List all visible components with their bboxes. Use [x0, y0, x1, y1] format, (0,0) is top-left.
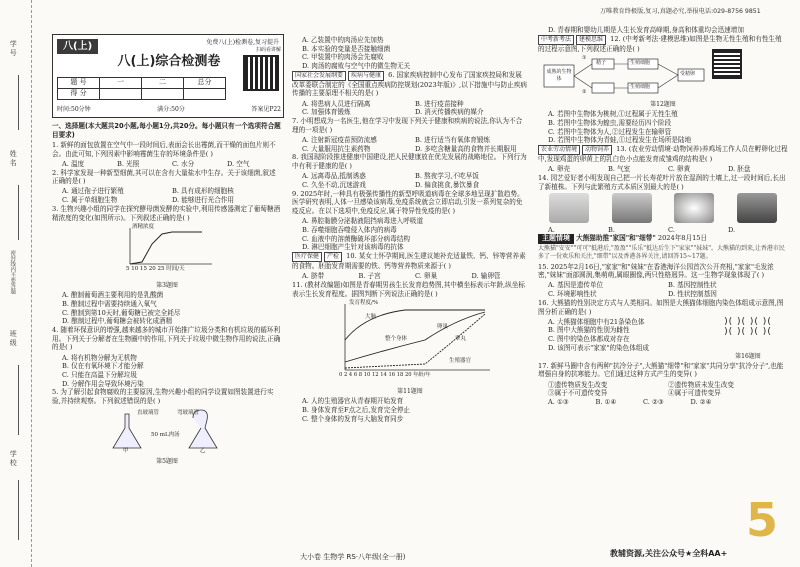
question-7: 7. 小明想成为一名医生,他在学习中发现下列关于健康和疾病的说法,你认为不合理的一项是( ) [292, 117, 523, 134]
theme-date: 2024年8月15日 [657, 234, 708, 243]
section-heading: 一、选择题(本大题共20小题,每小题1分,共20分。每小题只有一个选项符合题目要求) [52, 122, 281, 139]
gutter-id-label: 学号 [9, 40, 18, 58]
figure-12-label: 生殖细胞 [630, 84, 651, 91]
option[interactable]: D. 酿制过程中,葡萄糖会被转化成酒精 [62, 317, 173, 326]
exam-meta [57, 106, 281, 114]
score-cell: 题 号 [58, 78, 100, 89]
question-8-options [292, 172, 528, 189]
option[interactable]: A. 将有机物分解为无机物 [62, 353, 137, 362]
option[interactable]: D. 胚盘 [728, 165, 751, 174]
option[interactable]: A. [548, 225, 555, 234]
option[interactable]: A. 鼻腔黏膜分泌黏液阻挡病毒进入呼吸道 [302, 217, 424, 226]
option[interactable]: C. 环境影响性状 [548, 290, 597, 299]
theme-text: 大熊猫"安安""可可"抵港后,"盈盈""乐乐"抵达后生下"家家""妹妹"。大熊猫的到来,让香港市民多了一份欢乐和关注,"细带"以及香港各界关注,请回答15~17题。 [538, 245, 785, 261]
question-13-options [538, 165, 788, 174]
figure-11-caption: 第11题图 [397, 388, 423, 396]
figure-11-label: 生殖器官 [449, 358, 472, 365]
option[interactable]: B. 吞噬细胞吞噬侵入体内的病毒 [302, 225, 397, 234]
figure-12-label: 成熟的生物体 [546, 69, 572, 82]
question-3: 3. 生物兴趣小组的同学在探究酵母菌发酵的实验中,利用传感器测定了葡萄糖酒精浓度的变化(如图所示)。下列叙述正确的是( ) [52, 204, 281, 222]
option[interactable]: A. 远离毒品,抵制诱惑 [302, 172, 366, 181]
option[interactable]: D. 消灭传播疾病的媒介 [415, 108, 484, 117]
option[interactable]: A. 温度 [62, 159, 85, 168]
option[interactable]: D. 空气 [227, 159, 250, 168]
option[interactable]: C. 加强体育锻炼 [302, 108, 351, 117]
figure-5-label: 50 mL肉汤 [151, 431, 180, 438]
column-1 [52, 122, 282, 567]
option[interactable]: A. ①③ [548, 397, 569, 406]
figure-12-label: 受精卵 [680, 71, 696, 78]
score-cell[interactable] [184, 89, 226, 100]
figure-3 [112, 224, 222, 280]
plant-image-a [549, 193, 589, 223]
score-cell: 一 [100, 78, 142, 89]
option[interactable]: B. 酿制过程中需要持续通入氧气 [62, 299, 157, 308]
option[interactable]: C. 卵黄 [668, 165, 691, 174]
question-4: 4. 随着环保意识的增强,越来越多的城市开始推广垃圾分类和有机垃圾的循环利用。下列关于分解者在生物圈中的作用,下列关于垃圾中微生物作用的说法,正确的是( ) [52, 325, 281, 352]
option[interactable]: A. 若图中生物体为桃树,①过程属于无性生殖 [548, 110, 678, 119]
figure-12 [542, 55, 742, 99]
option[interactable]: B. 基因控制性状 [668, 281, 717, 290]
option[interactable]: A. 乙装置中的肉汤应先加热 [302, 36, 384, 44]
option[interactable]: C. 若图中生物体为人,②过程发生在输卵管 [548, 127, 672, 136]
option[interactable]: D. 多吃含糖量高的食物并长期服用 [415, 144, 517, 153]
page-footer: 大小卷 生物学 RS·八年级(全一册) [300, 553, 406, 561]
option[interactable]: B. 身体发育至F点之后,发育完全停止 [302, 405, 411, 414]
option[interactable]: D. 分解作用会导致环境污染 [62, 379, 144, 388]
option[interactable]: A. 卵壳 [548, 165, 571, 174]
option[interactable]: B. 进行疫苗接种 [415, 99, 464, 108]
figure-11-label: 整个身体 [385, 336, 408, 343]
gutter-school-label: 学校 [9, 450, 18, 468]
option[interactable]: A. 注射新冠疫苗预防流感 [302, 135, 377, 144]
gutter-note: 密封线内不要答题 [9, 250, 16, 294]
top-note: 免费八(上)检测卷,复习提升 [206, 39, 279, 46]
statement: ④属于可遗传变异 [668, 389, 721, 398]
publisher-header: 万唯教育终极版,复习,真题必究,举报电话:029-8756 9851 [600, 8, 761, 15]
time-limit: 时间:50分钟 [57, 106, 91, 114]
question-6-options [292, 100, 528, 117]
option[interactable]: B. 子宫 [358, 272, 381, 281]
option[interactable]: C. 卵巢 [415, 272, 438, 281]
question-17: 17. 新鲜马圈中含有两种"抗冷分子",大熊猫"细带"和"家家"共同分享"抗冷分子",也能增强自身的抗寒能力。它们通过这种方式产生的变异( ) [538, 361, 784, 379]
theme-title: 大熊猫助推"家国"和"细带" [576, 234, 656, 243]
statement: ②遗传物质未发生改变 [668, 380, 734, 389]
figure-12-label: ② [582, 89, 587, 96]
option[interactable]: C. 水分 [172, 159, 195, 168]
karyotype-icon: )( )( )( )( )( )( )( )( [724, 316, 772, 337]
question-17-statements [538, 381, 788, 398]
question-15: 15. 2025年2月16日,"家家"和"妹妹"在香港海洋公园首次公开亮相,"家家"毛发浓密,"妹妹"面部圆润,集萌萌,属眼圈像,两只性格迥异。这一生物学现象体现了( ) [538, 262, 774, 280]
option[interactable]: C. 只能在高温下分解垃圾 [62, 370, 137, 379]
qr-caption: 扫码看讲解 [255, 47, 281, 53]
option[interactable]: B. 图中大熊猫的性别为雌性 [548, 326, 630, 335]
flask-apparatus-icon [97, 408, 237, 454]
option[interactable]: B. 熬夜学习,不吃早饭 [415, 172, 479, 181]
question-16: 16. 大熊猫的性别决定方式与人类相同。如图是大熊猫体细胞内染色体组成示意图,图图分析正确的是( ) [538, 298, 784, 316]
gutter-class-label: 班级 [9, 330, 18, 348]
question-17-options [538, 398, 738, 407]
gutter-line [18, 480, 19, 540]
question-2-options [52, 187, 282, 204]
option[interactable]: D. 若图中生物体为青蛙,①过程发生在场所是陆地 [548, 136, 692, 145]
gutter-line [18, 75, 19, 130]
score-cell: 总分 [184, 78, 226, 89]
option[interactable]: A. 通过孢子进行繁殖 [62, 187, 124, 196]
option[interactable]: A. 脐带 [302, 272, 325, 281]
option[interactable]: D. 能够进行光合作用 [172, 196, 234, 205]
score-cell: 二 [142, 78, 184, 89]
option[interactable]: D. 偏食挑食,暴饮暴食 [415, 180, 480, 189]
question-10-options [292, 272, 528, 281]
figure-3-ylabel: 酒精浓度 [132, 224, 155, 231]
qr-code-icon[interactable] [712, 49, 742, 79]
qr-code-icon[interactable] [243, 55, 279, 91]
context-tag: 农业劳动情境 [538, 145, 580, 155]
option[interactable]: C. [668, 225, 675, 234]
plant-image-b [612, 193, 652, 223]
figure-11-label: 睾丸 [455, 336, 467, 343]
option[interactable]: C. ②③ [643, 397, 664, 406]
answer-ref: 答案见P22 [251, 106, 281, 114]
context-tag: 中考新考法 [538, 35, 574, 45]
figure-11 [325, 300, 495, 386]
figure-5-label: 弯玻璃管 [177, 409, 200, 416]
option[interactable]: C. 属于单细胞生物 [62, 196, 118, 205]
plant-image-c [674, 193, 714, 223]
option[interactable]: D. 淋巴细胞产生针对该病毒的抗体 [302, 243, 404, 252]
figure-5-label: 直玻璃管 [137, 409, 160, 416]
option[interactable]: C. 甲装置中的肉汤会先腐败 [302, 53, 384, 62]
question-15-options [538, 281, 788, 298]
growth-curve-chart [325, 300, 495, 378]
option[interactable]: B. 本实验的变量是否接触细菌 [302, 44, 391, 53]
question-9: 9. 2025年时,一种具有极强传播性的新型呼吸道病毒在全球多地呈现扩散趋势。医学研究表明,人体一旦感染该病毒,免疫系统就会立即启动,引发一系列复杂的免疫反应。在以下选项中,免疫反应,属于特异性免疫的是( ) [292, 189, 524, 216]
binding-gutter [0, 0, 32, 567]
option[interactable]: B. 仅在有氧环境下才能分解 [62, 362, 144, 371]
context-tag: 医疗保健 [292, 252, 322, 262]
option[interactable]: C. 大量服用抗生素药物 [302, 144, 371, 153]
grade-badge: 八(上) [57, 39, 98, 54]
score-table [57, 77, 226, 100]
option[interactable]: B. 进行适当有氧体育锻炼 [415, 135, 490, 144]
plant-image-d [737, 193, 777, 223]
figure-5-caption: 第5题图 [156, 457, 178, 465]
context-tag: 建模思维 [576, 35, 606, 45]
context-tag: 动物饲养 [582, 145, 612, 155]
score-cell: 得 分 [58, 89, 100, 100]
statement: ③属于不可遗传变异 [548, 389, 608, 398]
figure-12-label: ① [582, 55, 587, 62]
question-1: 1. 新鲜的面包放置在空气中一段时间后,表面会长出霉菌,而干燥的面包片则不会。由此可知,下列因素中影响霉菌生存的环境条件是( ) [52, 140, 276, 158]
option[interactable]: C. 血液中的溶菌酶破坏部分病毒结构 [302, 234, 410, 243]
figure-3-xlabel: 5 10 15 20 25 时间/天 [126, 266, 185, 273]
option[interactable]: D. ②④ [690, 397, 712, 406]
question-1-options [52, 160, 282, 169]
context-tag: 国家社会发展纲要 [292, 71, 346, 81]
option[interactable]: D. 输卵管 [471, 272, 501, 281]
option[interactable]: B. ①④ [595, 397, 617, 406]
figure-5 [97, 408, 237, 456]
option[interactable]: B. 具有成形的细胞核 [172, 187, 234, 196]
page-number-decoration: 5 [746, 493, 779, 547]
figure-12-label: 精子 [596, 60, 607, 67]
gutter-line [18, 185, 19, 240]
option[interactable]: D. 肉汤的腐败与空气中的微生物无关 [302, 62, 411, 71]
column-3 [538, 26, 788, 567]
option[interactable]: D. 青春期和婴幼儿期是人生长发育高峰期,身高和体重均会迅速增加 [548, 26, 744, 34]
question-11: 11. (教材改编题)如图是青春期男孩生长发育趋势图,其中横坐标表示年龄,纵坐标表示生长发育程度。据图判断下列说法正确的是( ) [292, 280, 525, 298]
option[interactable]: A. 大熊猫体细胞中有21条染色体 [548, 317, 645, 326]
question-13: 13. (农业劳动情境·动物饲养)养鸡场工作人员在孵卵化过程中,发现鸡蛋的卵黄上的乳白色小点能发育成雏鸡的结构是( ) [538, 145, 788, 163]
figure-11-label: 大脑 [365, 314, 377, 321]
context-tag: 疾病与健康 [348, 71, 384, 81]
option[interactable]: C. 久坐不动,沉迷游戏 [302, 180, 366, 189]
promo-footer: 教辅资源,关注公众号★全科AA+ [610, 549, 728, 558]
option[interactable]: D. [728, 225, 736, 234]
question-14-images [538, 193, 788, 225]
gutter-name-label: 姓名 [9, 150, 18, 168]
statement: ①遗传物质发生改变 [548, 380, 608, 389]
option[interactable]: D. 性状控制基因 [668, 290, 717, 299]
figure-11-xlabel: 0 2 4 6 8 10 12 14 16 18 20 年龄/年 [339, 372, 431, 379]
question-7-options [292, 136, 528, 153]
question-5: 5. 为了解引起食物腐败的主要原因,生物兴趣小组的同学设置如图装置进行实验,并持续观察。下列叙述错误的是( ) [52, 388, 274, 406]
score-cell[interactable] [100, 89, 142, 100]
figure-3-caption: 第3题图 [156, 282, 178, 290]
page-title: 八(上)综合检测卷 [117, 54, 221, 69]
figure-16-caption: 第16题图 [735, 352, 761, 360]
option[interactable]: A. 酿制葡萄酒主要利用的是乳酸菌 [62, 291, 164, 300]
option[interactable]: A. 人的生殖器官从青春期开始发育 [302, 397, 404, 406]
figure-11-label: 卵巢 [437, 324, 449, 331]
title-box [52, 34, 284, 118]
theme-label: 主题情境 [538, 234, 574, 243]
option[interactable]: B. [608, 225, 615, 234]
question-6: 6. 国家疾病控制中心发布了国家疾控局和发展改革委联合制定的《全国重点疾病防控规划(2023年版)》,以下措施中与防止疾病传播的主要原理不相关的是( ) [292, 70, 528, 98]
gutter-line [18, 365, 19, 435]
figure-11-ylabel: 发育程度/% [349, 300, 379, 307]
question-8: 8. 我国现阶段推进健康中国建设,把人民健康放在优先发展的战略地位。下列行为中有利于健康的是( ) [292, 153, 527, 171]
question-10: 10. 某女士怀孕期间,医生建议她补充适量铁、钙、锌等营养素的食物。胚胎发育期需要的铁、钙等营养物质来源于( ) [292, 252, 526, 270]
option[interactable]: B. 若图中生物体为蝗虫,需要经历四个阶段 [548, 118, 672, 127]
option[interactable]: B. 气室 [608, 165, 631, 174]
figure-5-label: 乙 [200, 447, 206, 454]
option[interactable]: B. 光照 [117, 159, 140, 168]
option[interactable]: C. 酿制到第10天时,葡萄糖已被完全耗尽 [62, 308, 181, 317]
option[interactable]: D. 该图可表示"家家"的染色体组成 [548, 343, 650, 352]
option[interactable]: C. 图中的染色体都成对存在 [548, 335, 630, 344]
option[interactable]: A. 基因是遗传单位 [548, 281, 604, 290]
option[interactable]: A. 将患病人员进行隔离 [302, 99, 371, 108]
score-cell[interactable] [142, 89, 184, 100]
question-12: 12. (中考新考法·建模思维)如图是生物无性生殖和有性生殖的过程示意图,下列叙述正确的是( ) [538, 34, 782, 53]
question-14: 14. 园艺爱好者小明发现自己把一片长寿花叶片放在湿润的土壤上,过一段时间后,长出了新植株。下列与此繁殖方式本质区别最大的是( ) [538, 173, 786, 191]
option[interactable]: C. 整个身体的发育与大脑发育同步 [302, 414, 404, 423]
figure-12-label: 生殖细胞 [630, 60, 651, 67]
full-score: 满分:50分 [157, 106, 185, 114]
context-tag: 产检 [324, 252, 342, 262]
column-2 [292, 36, 528, 567]
figure-12-caption: 第12题图 [650, 101, 676, 109]
figure-5-label: 甲 [123, 447, 129, 454]
question-2: 2. 科学家发现一种新型细菌,其可以在含有大量盐水中生存。关于该细菌,叙述正确的是( ) [52, 168, 276, 186]
